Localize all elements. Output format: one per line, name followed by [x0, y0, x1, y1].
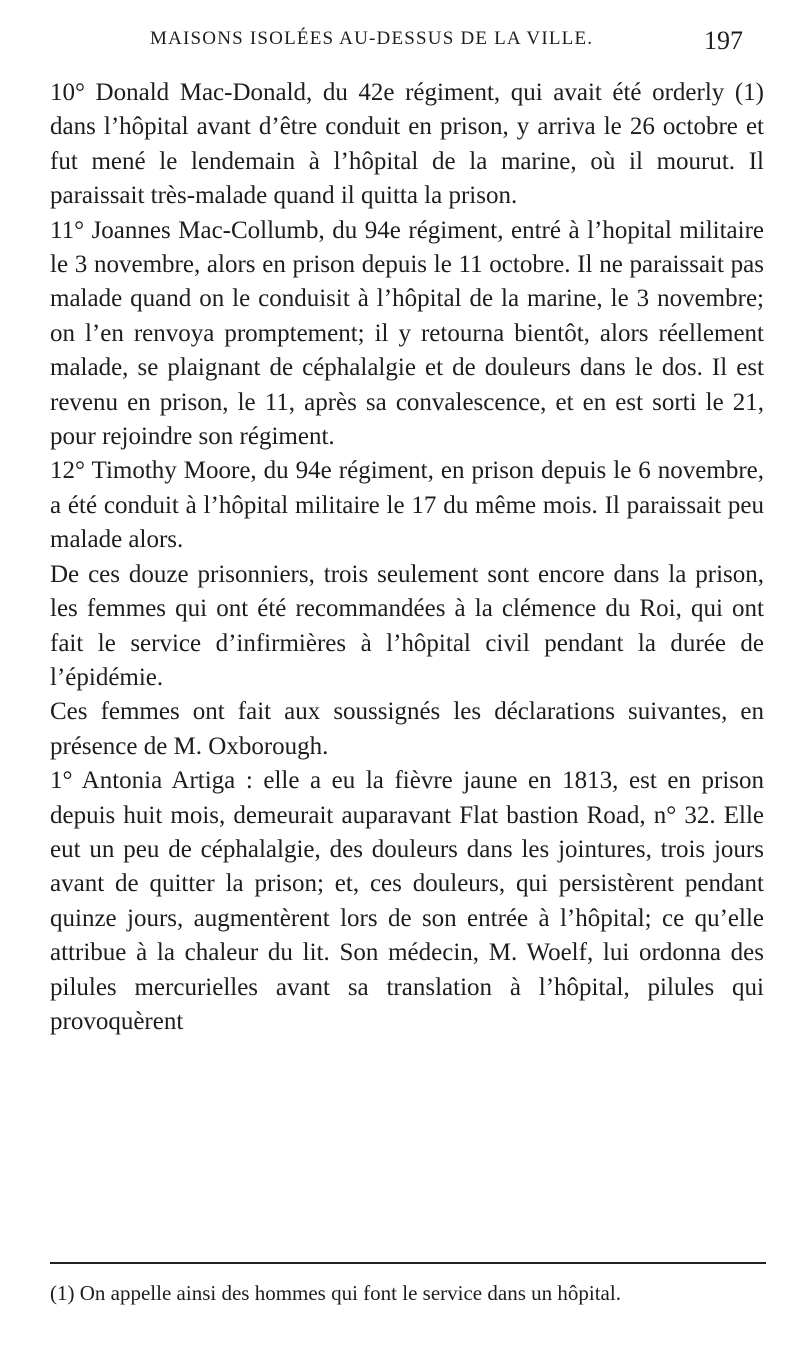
paragraph-donald-mac-donald: 10° Donald Mac-Donald, du 42e régiment, qui avait été orderly (1) dans l’hôpital avant d’être conduit en prison, y arriva le 26 octobre et fut mené le lendemain à l’hôpital de la marine, où il mourut. Il paraissait très-malade quand il quitta la prison.	[50, 79, 764, 210]
running-title: MAISONS ISOLÉES AU-DESSUS DE LA VILLE.	[150, 28, 594, 49]
paragraph-twelve-prisoners: De ces douze prisonniers, trois seulement sont encore dans la prison, les femmes qui ont été recommandées à la clémence du Roi, qui ont fait le service d’infirmières à l’hôpital civil pendant la durée de l’épidémie.	[50, 560, 764, 691]
footnote: (1) On appelle ainsi des hommes qui font le service dans un hôpital.	[50, 1281, 621, 1305]
page-header	[0, 28, 800, 68]
paragraph-timothy-moore: 12° Timothy Moore, du 94e régiment, en prison depuis le 6 novembre, a été conduit à l’hôpital militaire le 17 du même mois. Il paraissait peu malade alors.	[50, 457, 764, 554]
paragraph-declarations: Ces femmes ont fait aux soussignés les déclarations suivantes, en présence de M. Oxborough.	[50, 698, 764, 760]
body-text	[50, 76, 764, 1039]
footnote-divider	[50, 1262, 766, 1264]
paragraph-joannes-mac-collumb: 11° Joannes Mac-Collumb, du 94e régiment, entré à l’hopital militaire le 3 novembre, alors en prison depuis le 11 octobre. Il ne paraissait pas malade quand on le conduisit à l’hôpital de la marine, le 3 novembre; on l’en renvoya promptement; il y retourna bientôt, alors réellement malade, se plaignant de céphalalgie et de douleurs dans le dos. Il est revenu en prison, le 11, après sa convalescence, et en est sorti le 21, pour rejoindre son régiment.	[50, 216, 764, 451]
page-number: 197	[704, 26, 743, 55]
paragraph-antonia-artiga: 1° Antonia Artiga : elle a eu la fièvre jaune en 1813, est en prison depuis huit mois, demeurait auparavant Flat bastion Road, n° 32. Elle eut un peu de céphalalgie, des douleurs dans les jointures, trois jours avant de quitter la prison; et, ces douleurs, qui persistèrent pendant quinze jours, augmentèrent lors de son entrée à l’hôpital; ce qu’elle attribue à la chaleur du lit. Son médecin, M. Woelf, lui ordonna des pilules mercurielles avant sa translation à l’hôpital, pilules qui provoquèrent	[50, 767, 764, 1035]
